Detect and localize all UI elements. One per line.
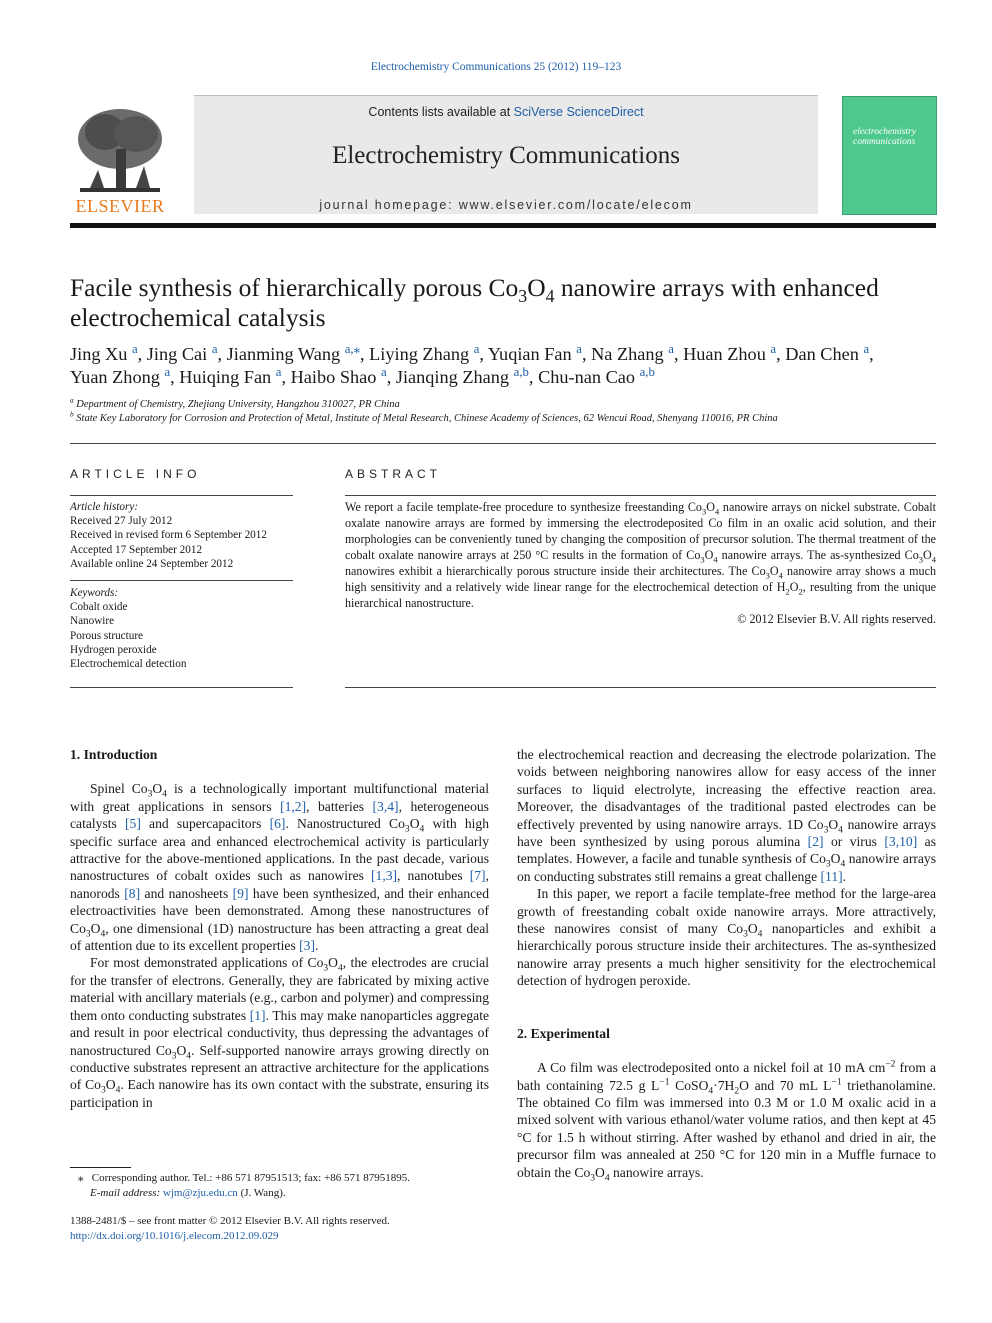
affil-mark[interactable]: a <box>131 341 138 356</box>
divider <box>70 443 936 444</box>
divider <box>345 495 936 496</box>
citation[interactable]: [1] <box>249 1007 266 1023</box>
affiliations <box>70 395 936 426</box>
affil-mark[interactable]: a <box>668 341 674 356</box>
citation[interactable]: [9] <box>232 885 249 901</box>
abstract-text: We report a facile template-free procedure to synthesize freestanding $Co_3O_4$ nanowire arrays on nickel substrate. Cobalt oxalate nanowire arrays are formed by immersing the electrodeposited Co film in an oxalic acid solution, and their morphologies can be conveniently tuned by changing the composition of precursor solution. The thermal treatment of the cobalt oxalate nanowire arrays at 250 °C results in the formation of $Co_3O_4$ nanowire arrays. The as-synthesized $Co_3O_4$ nanowires exhibit a hierarchically porous structure inside their architectures. The $Co_3O_4$ nanowire array shows a much high sensitivity and a relatively wide linear range for the electrochemical detection of $H_2O_2$, resulting from the unique hierarchical nanostructure. © 2012 Elsevier B.V. All rights reserved. <box>345 500 937 626</box>
section-heading-experimental: 2. Experimental <box>517 1025 610 1041</box>
footnote-rule <box>70 1167 131 1168</box>
bottom-info <box>70 1214 490 1244</box>
author-list: Jing Xu $^a$, Jing Cai $^a$, Jianming Wang $^{a,⁎}$, Liying Zhang $^a$, Yuqian Fan $^a$, Na Zhang $^a$, Huan Zhou $^a$, Dan Chen $^a$, Yuan Zhong $^a$, Huiqing Fan $^a$, Haibo Shao $^a$, Jianqing Zhang $^{a,b}$, Chu-nan Cao $^{a,b}$ <box>70 341 874 387</box>
experimental-paragraph-1: A Co film was electrodeposited onto a nickel foil at 10 mA $cm^{-2}$ from a bath containing 72.5 g $L^{-1}$ $CoSO_4\cdot 7H_2O$ and 70 mL $L^{-1}$ triethanolamine. The obtained Co film was immersed into 0.3 M or 1.0 M oxalic acid in a mixed solvent with various ethanol/water volume ratios, and then kept at 45 °C for 1.5 h without stirring. After washed by ethanol and dried in air, the precursor film was annealed at 250 °C for 120 min in a Muffle furnace to obtain the $Co_3O_4$ nanowire arrays. <box>517 1059 936 1184</box>
affiliation: $^b$ State Key Laboratory for Corrosion and Protection of Metal, Institute of Metal Research, Chinese Academy of Sciences, 62 Wencui Road, Shenyang 110016, PR China <box>70 409 778 424</box>
citation[interactable]: [8] <box>124 885 141 901</box>
affil-mark[interactable]: a <box>275 364 282 379</box>
intro-paragraph-4: In this paper, we report a facile template-free method for the large-area growth of freestanding cobalt oxide nanowire arrays. More attractively, these nanowires consist of many $Co_3O_4$ nanoparticles and exhibit a hierarchically porous structure inside their architectures. The as-synthesized nanowire array presents a much higher sensitivity for the electrochemical detection of hydrogen peroxide. <box>517 886 936 989</box>
affil-mark[interactable]: a <box>164 364 171 379</box>
divider <box>70 495 293 496</box>
keyword: Electrochemical detection <box>70 658 187 671</box>
contents-line: Contents lists available at SciVerse ScienceDirect <box>368 105 644 119</box>
article-info-heading: ARTICLE INFO <box>70 467 201 481</box>
author: Jianqing Zhang <box>395 367 510 387</box>
affil-mark[interactable]: a <box>863 341 870 356</box>
journal-title: Electrochemistry Communications <box>332 142 680 169</box>
corresponding-author-footnote: ⁎ Corresponding author. Tel.: +86 571 87951513; fax: +86 571 87951895. E-mail address: wjm@zju.edu.cn (J. Wang). <box>78 1172 410 1199</box>
abstract-heading: ABSTRACT <box>345 467 442 481</box>
author: Jing Cai <box>146 344 208 364</box>
author: Dan Chen <box>785 344 859 364</box>
intro-paragraph-3: the electrochemical reaction and decreasing the electrode polarization. The voids between neighboring nanowires allow for easy access of the inner surfaces to liquid electrolyte, increasing the effective reaction area. Moreover, the disadvantages of the traditional pasted electrodes can be effectively prevented by using nanowire arrays. 1D $Co_3O_4$ nanowire arrays have been synthesized by using porous alumina [2] or virus [3,10] as templates. However, a facile and tunable synthesis of $Co_3O_4$ nanowire arrays on conducting substrates still remains a great challenge [11]. <box>517 747 936 884</box>
author: Huan Zhou <box>683 344 766 364</box>
affil-mark[interactable]: a,⁎ <box>344 341 360 356</box>
author: Yuan Zhong <box>70 367 160 387</box>
divider <box>70 687 293 688</box>
journal-cover-thumbnail <box>842 96 937 215</box>
history-item: Received 27 July 2012 <box>70 515 173 528</box>
affil-mark[interactable]: a <box>381 364 387 379</box>
article-history <box>70 500 293 571</box>
affil-mark[interactable]: a,b <box>513 364 529 379</box>
left-column <box>70 746 489 1111</box>
article-title: Facile synthesis of hierarchically porous $Co_3O_4$ nanowire arrays with enhanced electrochemical catalysis <box>70 273 879 332</box>
history-label: Article history: <box>70 501 139 513</box>
right-column <box>517 746 936 1184</box>
affil-mark[interactable]: a <box>576 341 582 356</box>
keyword: Hydrogen peroxide <box>70 643 157 656</box>
affil-mark[interactable]: a <box>211 341 218 356</box>
divider <box>345 687 936 688</box>
publisher-wordmark: ELSEVIER <box>75 196 165 216</box>
citation[interactable]: [3] <box>299 938 315 954</box>
keywords-label: Keywords: <box>70 587 119 599</box>
affil-mark[interactable]: a <box>473 341 480 356</box>
author: Liying Zhang <box>369 344 470 364</box>
affiliation: $^a$ Department of Chemistry, Zhejiang University, Hangzhou 310027, PR China <box>70 395 400 410</box>
citation[interactable]: [5] <box>125 816 141 832</box>
citation[interactable]: [1,3] <box>371 868 398 884</box>
citation[interactable]: [1,2] <box>280 798 307 814</box>
divider <box>70 580 293 581</box>
journal-reference[interactable]: Electrochemistry Communications 25 (2012) 119–123 <box>370 61 622 73</box>
citation[interactable]: [3,10] <box>884 834 918 850</box>
citation[interactable]: [6] <box>269 816 286 832</box>
citation[interactable]: [7] <box>469 868 486 884</box>
section-heading-introduction: 1. Introduction <box>70 747 158 762</box>
citation[interactable]: [2] <box>807 834 824 850</box>
abstract-copyright: © 2012 Elsevier B.V. All rights reserved. <box>737 612 936 626</box>
sciencedirect-link[interactable]: SciVerse ScienceDirect <box>513 105 644 119</box>
intro-paragraph-2: For most demonstrated applications of $Co_3O_4$, the electrodes are crucial for the transfer of electrons. Generally, they are fabricated by mixing active material with ancillary materials (e.g., carbon and polymer) and compressing them onto conducting substrates [1]. This may make nanoparticles aggregate and result in poor electrical conductivity, thus depressing the advantages of nanostructured $Co_3O_4$. Self-supported nanowire arrays growing directly on conductive substrates represent an attractive architecture for the applications of $Co_3O_4$. Each nanowire has its own contact with the substrate, ensuring its participation in <box>70 955 490 1110</box>
citation[interactable]: [11] <box>820 868 843 884</box>
header-rule <box>70 223 936 228</box>
history-item: Accepted 17 September 2012 <box>70 543 203 556</box>
author: Huiqing Fan <box>179 367 272 387</box>
author: Yuqian Fan <box>487 344 572 364</box>
intro-paragraph-1: Spinel $Co_3O_4$ is a technologically important multifunctional material with great applications in sensors [1,2], batteries [3,4], heterogeneous catalysts [5] and supercapacitors [6]. Nanostructured $Co_3O_4$ with high specific surface area and enhanced electrochemical activity is particularly attractive for the above-mentioned applications. In the past decade, various nanostructures of cobalt oxides such as nanowires [1,3], nanotubes [7], nanorods [8] and nanosheets [9] have been synthesized, and their enhanced electroactivities have been demonstrated. Among these nanostructures of $Co_3O_4$, one dimensional (1D) nanostructure has been attracting a great deal of attention due to its excellent properties [3]. <box>70 781 490 954</box>
citation[interactable]: [3,4] <box>372 798 399 814</box>
issn-line: 1388-2481/$ – see front matter © 2012 Elsevier B.V. All rights reserved. <box>70 1215 390 1227</box>
author: Haibo Shao <box>290 367 377 387</box>
keywords <box>70 586 293 671</box>
author: Na Zhang <box>591 344 664 364</box>
keyword: Porous structure <box>70 629 144 642</box>
history-item: Received in revised form 6 September 2012 <box>70 529 267 542</box>
author: Jianming Wang <box>226 344 341 364</box>
cover-title: electrochemistry communications <box>853 127 916 147</box>
doi-link[interactable]: http://dx.doi.org/10.1016/j.elecom.2012.09.029 <box>70 1230 279 1242</box>
history-item: Available online 24 September 2012 <box>70 557 234 570</box>
keyword: Nanowire <box>70 615 115 628</box>
email-link[interactable]: wjm@zju.edu.cn <box>162 1187 238 1199</box>
affil-mark[interactable]: a,b <box>639 364 655 379</box>
author: Jing Xu <box>70 344 128 364</box>
journal-homepage[interactable]: journal homepage: www.elsevier.com/locate/elecom <box>319 198 693 212</box>
keyword: Cobalt oxide <box>70 601 128 614</box>
author: Chu-nan Cao <box>538 367 636 387</box>
affil-mark[interactable]: a <box>770 341 777 356</box>
